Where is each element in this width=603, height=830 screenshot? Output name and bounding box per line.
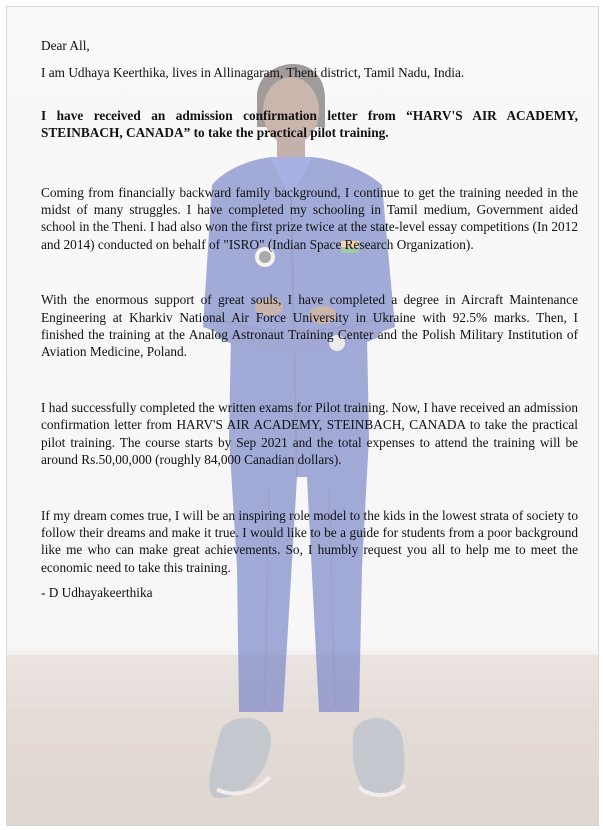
paragraph-admission: I had successfully completed the written exams for Pilot training. Now, I have received an admission confirmation letter from HARV'S AIR ACADEMY, STEINBACH, CANADA to take the practical pilot training. The course starts by Sep 2021 and the total expenses to attend the training will be around Rs.50,00,000 (roughly 84,000 Canadian dollars). [41, 399, 578, 468]
headline: I have received an admission confirmation letter from “HARV'S AIR ACADEMY, STEINBACH, CANADA” to take the practical pilot training. [41, 107, 578, 141]
signature: - D Udhayakeerthika [41, 585, 153, 601]
letter-page [6, 6, 599, 826]
paragraph-education: With the enormous support of great souls, I have completed a degree in Aircraft Maintenance Engineering at Kharkiv National Air Force University in Ukraine with 92.5% marks. Then, I finished the training at the Analog Astronaut Training Center and the Polish Military Institution of Aviation Medicine, Poland. [41, 292, 578, 360]
greeting: Dear All, [41, 38, 90, 53]
paragraph-request: If my dream comes true, I will be an inspiring role model to the kids in the lowest strata of society to follow their dreams and make it true. I would like to be a guide for students from a poor background like me who can make great achievements. So, I humbly request you all to help me to meet the economic need to take this training. [41, 507, 578, 575]
letter-text [41, 37, 578, 602]
intro-line: I am Udhaya Keerthika, lives in Allinagaram, Theni district, Tamil Nadu, India. [41, 65, 465, 81]
paragraph-background: Coming from financially backward family background, I continue to get the training needed in the midst of many struggles. I have completed my schooling in Tamil medium, Government aided school in the Theni. I had also won the first prize twice at the state-level essay competitions (In 2012 and 2014) conducted on behalf of "ISRO" (Indian Space Research Organization). [41, 184, 578, 252]
